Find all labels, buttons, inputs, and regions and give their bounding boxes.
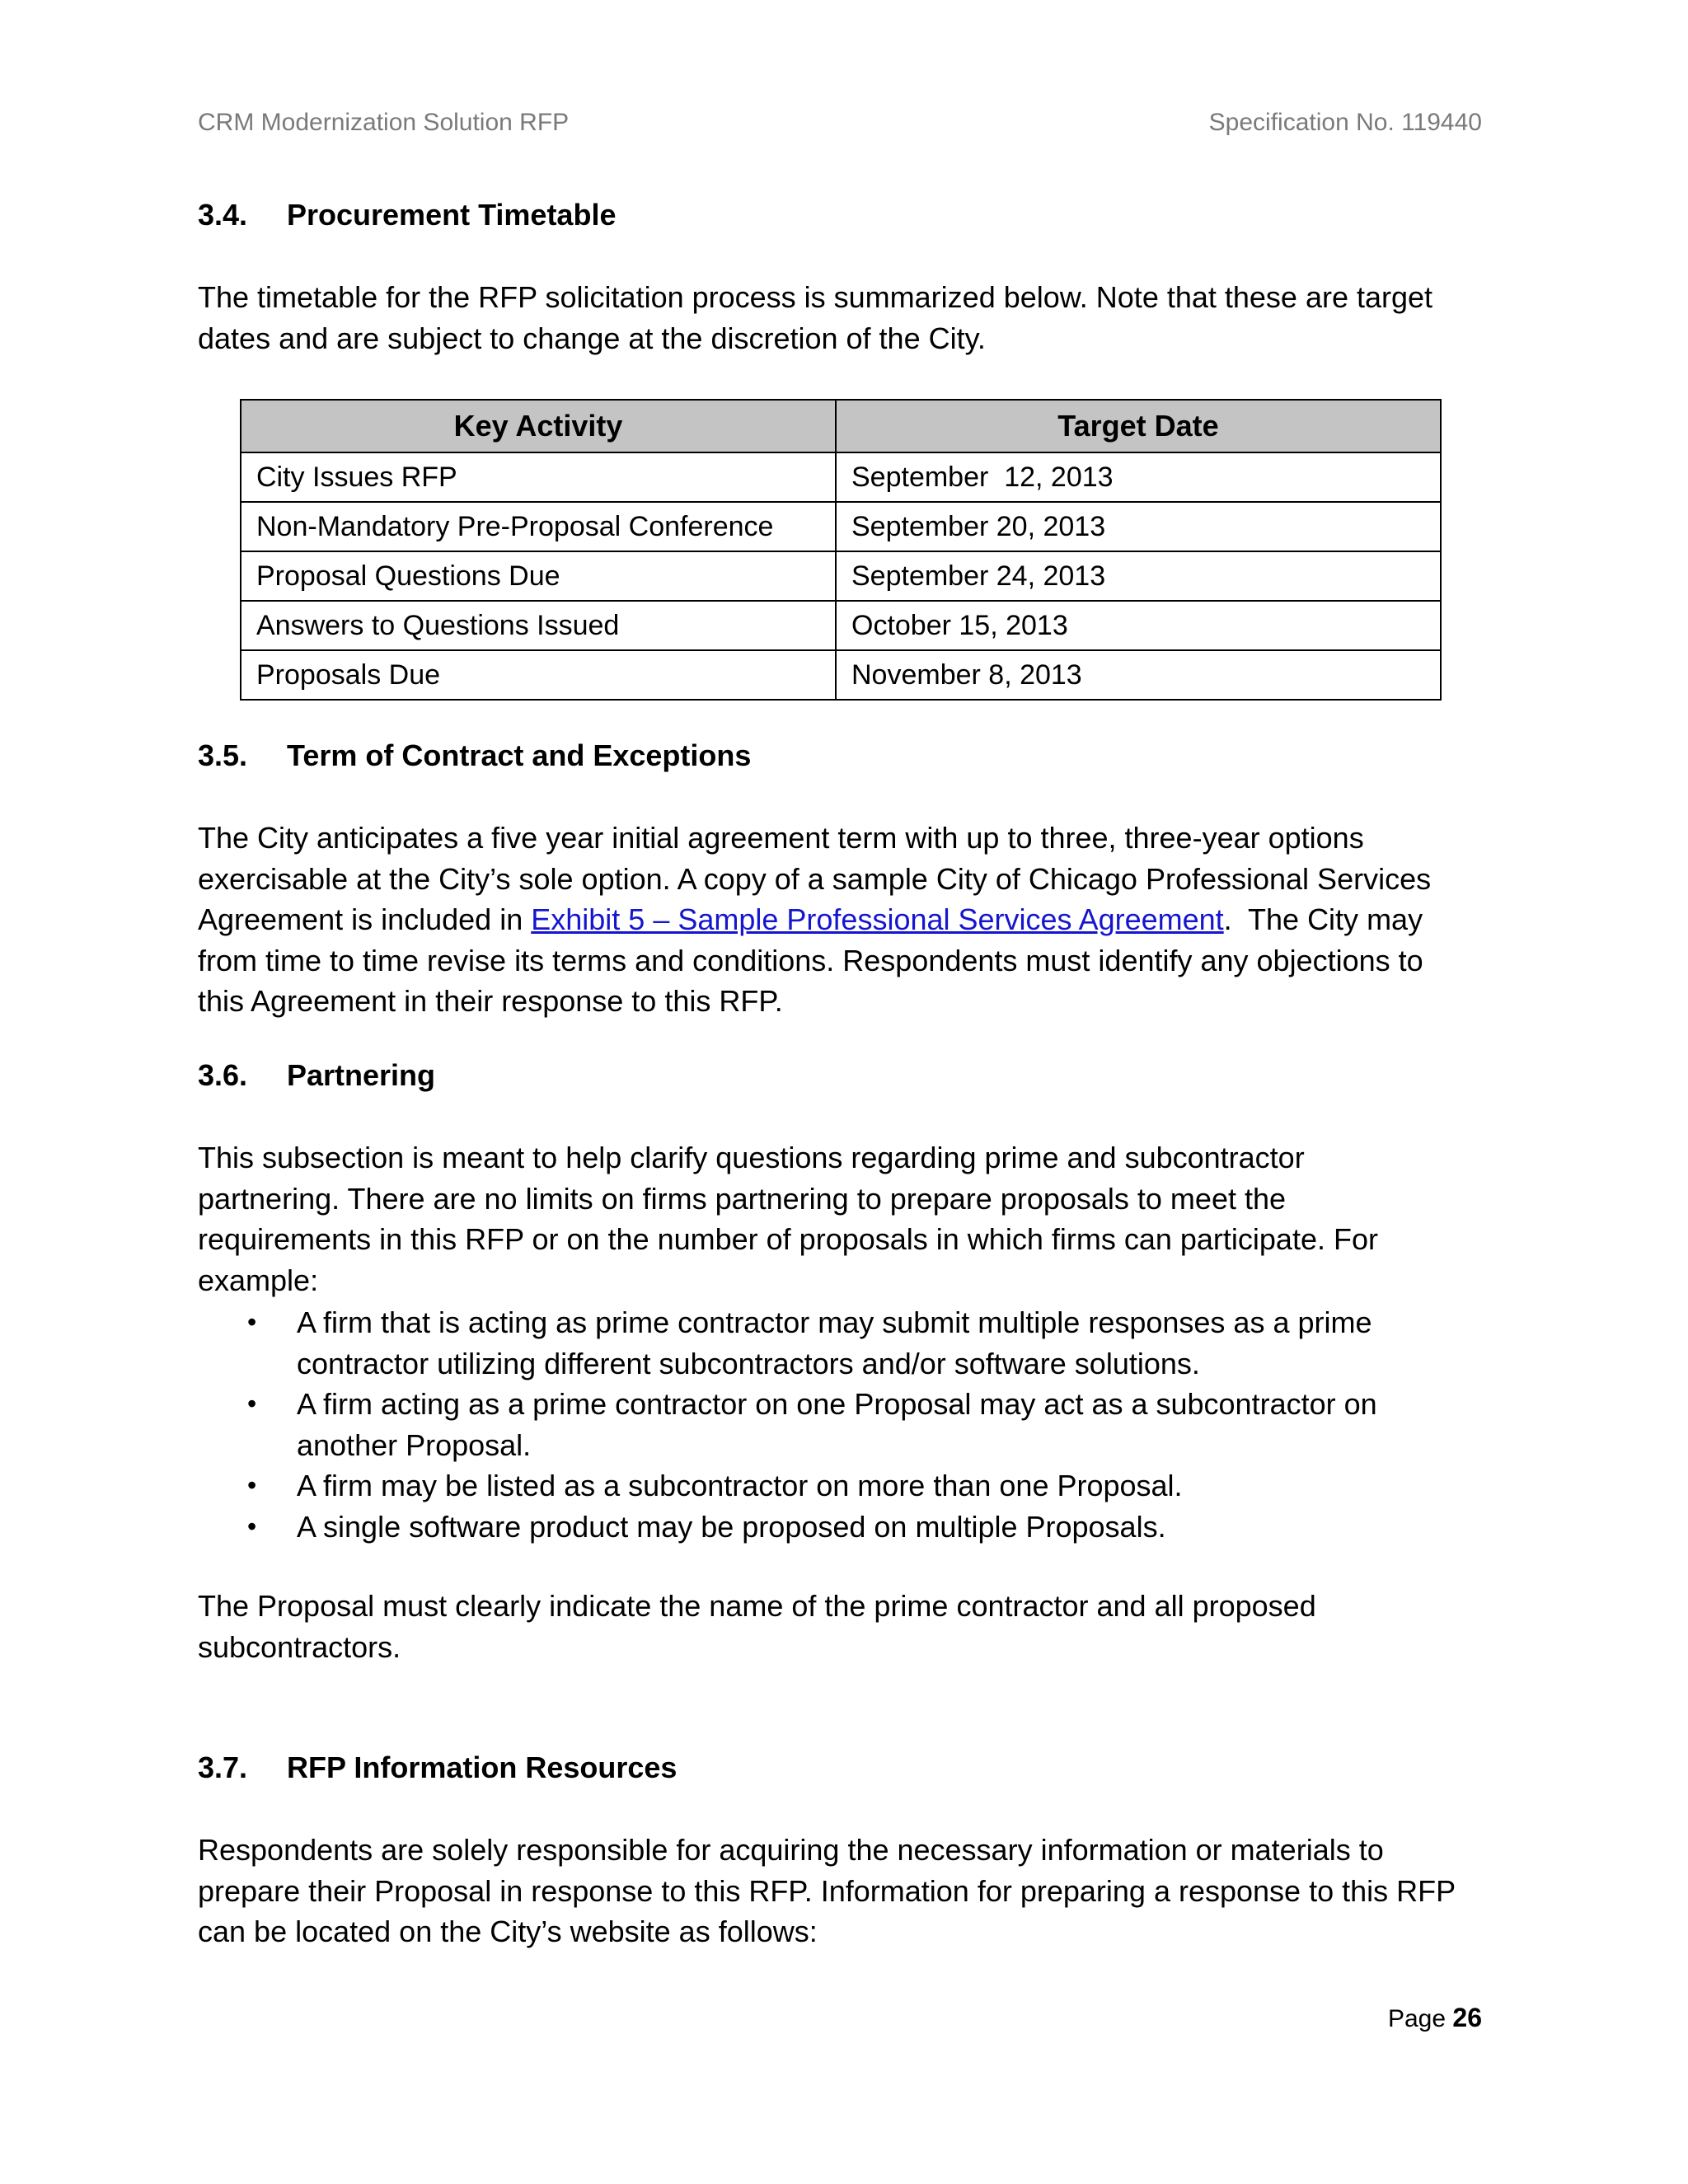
- table-row: [241, 452, 1441, 502]
- paragraph-line: requirements in this RFP or on the number of proposals in which firms can participate. For: [198, 1222, 1378, 1256]
- column-header-key-activity: Key Activity: [241, 400, 836, 452]
- list-item: [198, 1384, 1484, 1465]
- section-title: Procurement Timetable: [287, 198, 617, 232]
- section-number: 3.5.: [198, 738, 248, 772]
- bullet-icon: •: [247, 1470, 257, 1500]
- paragraph-line-with-link: [198, 899, 1484, 940]
- date-cell: October 15, 2013: [836, 601, 1441, 650]
- date-cell: September 20, 2013: [836, 502, 1441, 551]
- exhibit-5-link[interactable]: Exhibit 5 – Sample Professional Services Agreement: [531, 902, 1224, 936]
- list-item-line: A firm that is acting as prime contractor may submit multiple responses as a prime: [297, 1305, 1372, 1339]
- link-lead-text: Agreement is included in: [198, 902, 532, 936]
- section-number: 3.6.: [198, 1058, 248, 1092]
- date-cell: November 8, 2013: [836, 650, 1441, 700]
- paragraph-line: subcontractors.: [198, 1629, 401, 1664]
- list-item-line: A firm acting as a prime contractor on one Proposal may act as a subcontractor on: [297, 1387, 1377, 1421]
- paragraph-line: can be located on the City’s website as follows:: [198, 1915, 818, 1948]
- paragraph-line: from time to time revise its terms and conditions. Respondents must identify any objections to: [198, 943, 1423, 977]
- paragraph-line: The City anticipates a five year initial agreement term with up to three, three-year options: [198, 821, 1364, 855]
- paragraph-line: partnering. There are no limits on firms partnering to prepare proposals to meet the: [198, 1181, 1287, 1216]
- section-title: Term of Contract and Exceptions: [287, 738, 752, 772]
- section-title: RFP Information Resources: [287, 1750, 678, 1784]
- activity-cell: Proposals Due: [241, 650, 836, 700]
- procurement-timetable: [240, 399, 1442, 701]
- table-row: [241, 650, 1441, 700]
- activity-cell: Proposal Questions Due: [241, 551, 836, 601]
- list-item-line: contractor utilizing different subcontractors and/or software solutions.: [297, 1346, 1200, 1380]
- activity-cell: Non-Mandatory Pre-Proposal Conference: [241, 502, 836, 551]
- paragraph-line: exercisable at the City’s sole option. A copy of a sample City of Chicago Professional Services: [198, 861, 1432, 896]
- list-item: [198, 1465, 1484, 1507]
- page-number: [1388, 2003, 1482, 2033]
- paragraph-line: dates and are subject to change at the discretion of the City.: [198, 321, 986, 355]
- bullet-icon: •: [247, 1389, 257, 1418]
- list-item-line: A single software product may be proposed on multiple Proposals.: [297, 1509, 1166, 1544]
- page-label: Page: [1387, 2005, 1447, 2032]
- bullet-icon: •: [247, 1307, 257, 1337]
- column-header-target-date: Target Date: [836, 400, 1441, 452]
- paragraph-line: Respondents are solely responsible for acquiring the necessary information or materials to: [198, 1833, 1384, 1867]
- list-item: [198, 1302, 1484, 1384]
- paragraph-line: The Proposal must clearly indicate the name of the prime contractor and all proposed: [198, 1589, 1316, 1623]
- table-row: [241, 551, 1441, 601]
- section-3-4-intro: [198, 277, 1484, 359]
- section-title: Partnering: [287, 1058, 436, 1092]
- list-item-line: another Proposal.: [297, 1427, 532, 1462]
- list-item: [198, 1507, 1484, 1548]
- section-3-6-closing: [198, 1586, 1484, 1667]
- date-cell: September 12, 2013: [836, 452, 1441, 502]
- paragraph-line: prepare their Proposal in response to this RFP. Information for preparing a response to this RFP: [198, 1873, 1456, 1908]
- section-3-6-heading: [198, 1058, 435, 1093]
- section-3-5-body: [198, 818, 1484, 1022]
- bullet-icon: •: [247, 1511, 257, 1541]
- partnering-examples-list: [198, 1302, 1484, 1547]
- table-header-row: [241, 400, 1441, 452]
- list-item-line: A firm may be listed as a subcontractor on more than one Proposal.: [297, 1469, 1183, 1502]
- paragraph-line: example:: [198, 1263, 319, 1297]
- section-3-7-body: [198, 1830, 1484, 1952]
- section-3-4-heading: [198, 198, 616, 232]
- paragraph-line: The timetable for the RFP solicitation process is summarized below. Note that these are target: [198, 280, 1433, 314]
- section-number: 3.4.: [198, 198, 248, 232]
- running-header-title: CRM Modernization Solution RFP: [198, 109, 570, 136]
- activity-cell: Answers to Questions Issued: [241, 601, 836, 650]
- activity-cell: City Issues RFP: [241, 452, 836, 502]
- section-3-5-heading: [198, 738, 751, 773]
- table-row: [241, 601, 1441, 650]
- paragraph-line: this Agreement in their response to this RFP.: [198, 984, 783, 1018]
- paragraph-line: This subsection is meant to help clarify questions regarding prime and subcontractor: [198, 1141, 1305, 1174]
- table-row: [241, 502, 1441, 551]
- section-3-7-heading: [198, 1750, 677, 1785]
- date-cell: September 24, 2013: [836, 551, 1441, 601]
- section-number: 3.7.: [198, 1750, 248, 1784]
- page-number-value: 26: [1452, 2003, 1482, 2032]
- running-header-spec-number: Specification No. 119440: [1208, 109, 1482, 136]
- section-3-6-intro: [198, 1137, 1484, 1301]
- link-trail-text: . The City may: [1223, 902, 1423, 936]
